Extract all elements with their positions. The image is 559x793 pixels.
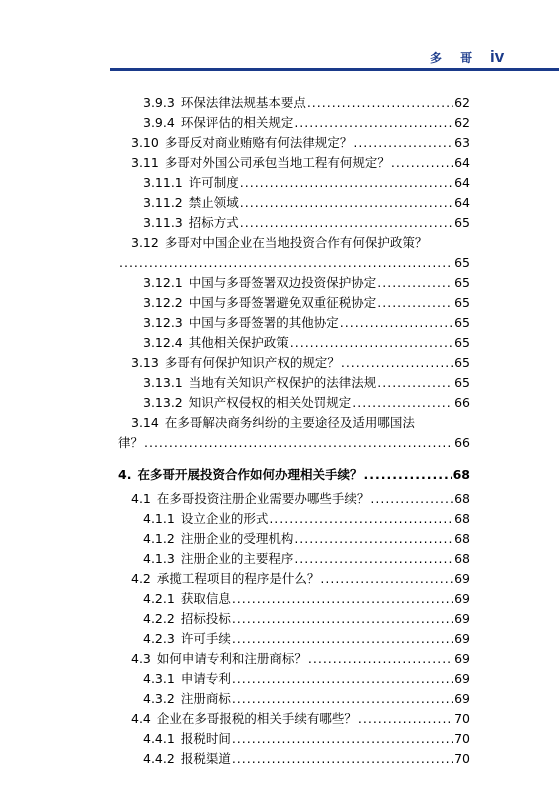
- toc-entry[interactable]: 4.3.2 注册商标 ..... 69: [143, 689, 470, 709]
- toc-entry[interactable]: 3.12.2 中国与多哥签署避免双重征税协定 ..... 65: [143, 293, 470, 313]
- toc-entry[interactable]: 3.12 多哥对中国企业在当地投资合作有何保护政策？: [131, 235, 428, 250]
- toc-entry[interactable]: 3.11 多哥对外国公司承包当地工程有何规定？ ..... 64: [131, 153, 470, 173]
- toc-entry-continued[interactable]: 律？ ..... 66: [118, 433, 470, 453]
- toc-entry[interactable]: 4.2 承揽工程项目的程序是什么？ ..... 69: [131, 569, 470, 589]
- toc-entry[interactable]: 4.3.1 申请专利 ..... 69: [143, 669, 470, 689]
- toc-entry[interactable]: 4.1.3 注册企业的主要程序 ..... 68: [143, 549, 470, 569]
- toc-entry[interactable]: 3.12.1 中国与多哥签署双边投资保护协定 ..... 65: [143, 273, 470, 293]
- toc-entry[interactable]: 3.13.1 当地有关知识产权保护的法律法规 ..... 65: [143, 373, 470, 393]
- toc-entry[interactable]: 4.4 企业在多哥报税的相关手续有哪些？ ..... 70: [131, 709, 470, 729]
- toc-entry[interactable]: 4.3 如何申请专利和注册商标？ ..... 69: [131, 649, 470, 669]
- toc-entry[interactable]: 4.4.2 报税渠道 ..... 70: [143, 749, 470, 769]
- toc-entry[interactable]: 4.1.1 设立企业的形式 ..... 68: [143, 509, 470, 529]
- running-header-title: 多 哥: [430, 51, 480, 65]
- toc-entry[interactable]: 3.12.4 其他相关保护政策 ..... 65: [143, 333, 470, 353]
- toc-chapter-entry[interactable]: 4. 在多哥开展投资合作如何办理相关手续？ ..... 68: [118, 465, 470, 485]
- toc-entry[interactable]: 4.1.2 注册企业的受理机构 ..... 68: [143, 529, 470, 549]
- toc-entry[interactable]: 3.9.3 环保法律法规基本要点 ..... 62: [143, 93, 470, 113]
- toc-entry[interactable]: 3.11.1 许可制度 ..... 64: [143, 173, 470, 193]
- toc-entry[interactable]: 3.13 多哥有何保护知识产权的规定？ ..... 65: [131, 353, 470, 373]
- toc-entry[interactable]: 4.2.1 获取信息 ..... 69: [143, 589, 470, 609]
- toc-entry[interactable]: 3.13.2 知识产权侵权的相关处罚规定 ..... 66: [143, 393, 470, 413]
- header-rule: [110, 68, 559, 71]
- toc-entry[interactable]: 4.2.2 招标投标 ..... 69: [143, 609, 470, 629]
- toc-entry[interactable]: 4.2.3 许可手续 ..... 69: [143, 629, 470, 649]
- toc-entry[interactable]: 3.12.3 中国与多哥签署的其他协定 ..... 65: [143, 313, 470, 333]
- toc-entry[interactable]: 3.11.3 招标方式 ..... 65: [143, 213, 470, 233]
- page-number: iv: [490, 47, 505, 66]
- toc-entry[interactable]: 3.9.4 环保评估的相关规定 ..... 62: [143, 113, 470, 133]
- toc-entry[interactable]: 3.10 多哥反对商业贿赂有何法律规定？ ..... 63: [131, 133, 470, 153]
- toc-entry[interactable]: 4.1 在多哥投资注册企业需要办哪些手续？ ..... 68: [131, 489, 470, 509]
- toc-entry[interactable]: 3.14 在多哥解决商务纠纷的主要途径及适用哪国法: [131, 415, 415, 430]
- toc-entry[interactable]: 4.4.1 报税时间 ..... 70: [143, 729, 470, 749]
- toc-entry-continued[interactable]: ..... 65: [118, 253, 470, 273]
- toc-entry[interactable]: 3.11.2 禁止领域 ..... 64: [143, 193, 470, 213]
